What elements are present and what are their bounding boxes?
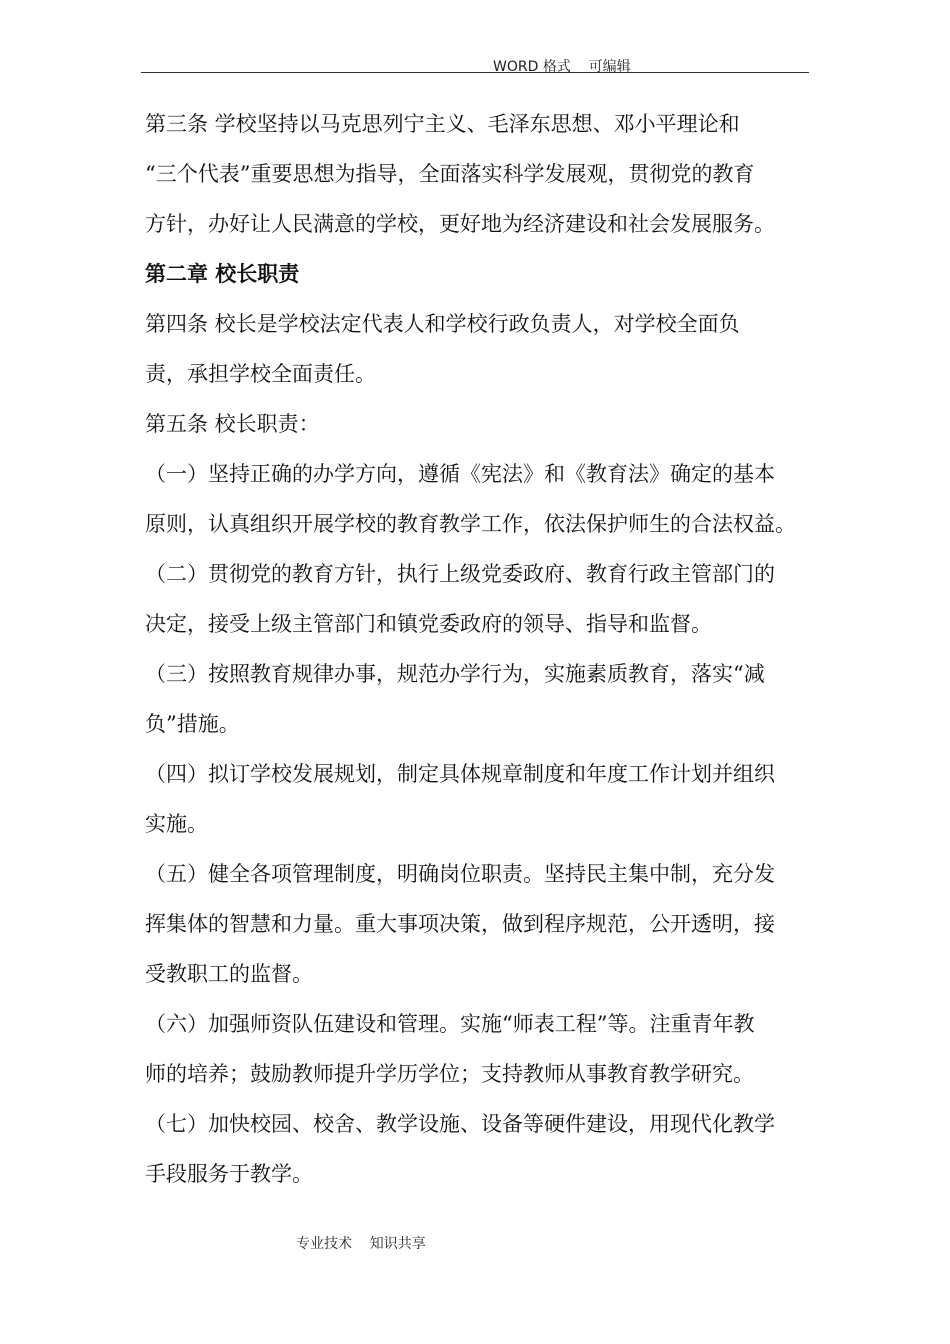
text-line: 责，承担学校全面责任。: [145, 362, 376, 386]
text-line: 师的培养；鼓励教师提升学历学位；支持教师从事教育教学研究。: [145, 1062, 754, 1086]
text-line: （六）加强师资队伍建设和管理。实施“师表工程”等。注重青年教: [145, 1012, 755, 1036]
text-line: 手段服务于教学。: [145, 1162, 313, 1186]
text-line: 第四条 校长是学校法定代表人和学校行政负责人，对学校全面负: [145, 312, 740, 336]
text-line: （四）拟订学校发展规划，制定具体规章制度和年度工作计划并组织: [145, 762, 775, 786]
text-line: 实施。: [145, 812, 208, 836]
text-line: 挥集体的智慧和力量。重大事项决策，做到程序规范，公开透明，接: [145, 912, 775, 936]
document-body: [145, 99, 823, 1199]
page-header-text: WORD 格式 可编辑: [493, 59, 631, 75]
text-line: 原则，认真组织开展学校的教育教学工作，依法保护师生的合法权益。: [145, 512, 796, 536]
text-line: 受教职工的监督。: [145, 962, 313, 986]
chapter-heading: 第二章 校长职责: [145, 261, 300, 286]
text-line: （七）加快校园、校舍、教学设施、设备等硬件建设，用现代化教学: [145, 1112, 775, 1136]
text-line: （五）健全各项管理制度，明确岗位职责。坚持民主集中制，充分发: [145, 862, 775, 886]
page-footer-text: 专业技术 知识共享: [296, 1236, 426, 1252]
text-line: （三）按照教育规律办事，规范办学行为，实施素质教育，落实“减: [145, 662, 765, 686]
text-line: （二）贯彻党的教育方针，执行上级党委政府、教育行政主管部门的: [145, 562, 775, 586]
header-divider: [141, 72, 809, 73]
text-line: （一）坚持正确的办学方向，遵循《宪法》和《教育法》确定的基本: [145, 462, 775, 486]
text-line: 负”措施。: [145, 712, 240, 736]
text-line: 第五条 校长职责：: [145, 412, 320, 436]
text-line: “三个代表”重要思想为指导，全面落实科学发展观，贯彻党的教育: [145, 162, 755, 186]
text-line: 第三条 学校坚持以马克思列宁主义、毛泽东思想、邓小平理论和: [145, 112, 740, 136]
text-line: 决定，接受上级主管部门和镇党委政府的领导、指导和监督。: [145, 612, 712, 636]
text-line: 方针，办好让人民满意的学校，更好地为经济建设和社会发展服务。: [145, 212, 775, 236]
